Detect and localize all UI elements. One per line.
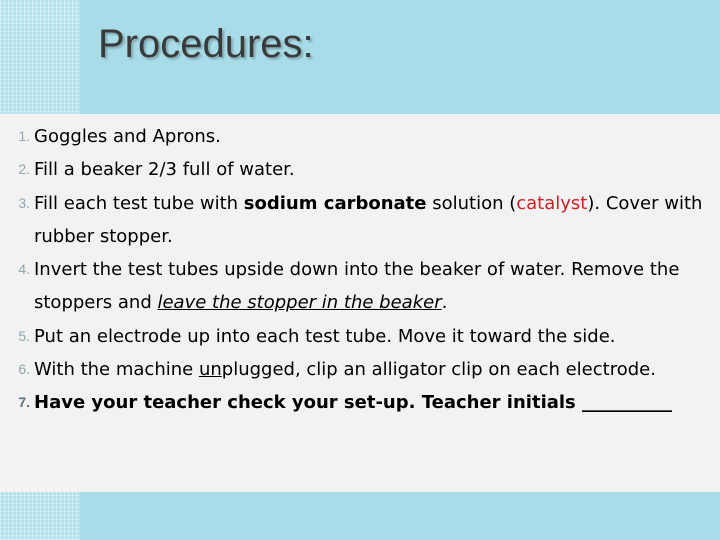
procedure-list — [0, 120, 715, 420]
list-item — [0, 253, 715, 320]
step-emphasis: leave the stopper in the beaker — [157, 292, 442, 314]
step-text-part: With the machine — [34, 359, 199, 381]
step-text-part: plugged, clip an alligator clip on each electrode. — [221, 359, 656, 381]
step-text: Put an electrode up into each test tube. Move it toward the side. — [34, 325, 616, 347]
step-number: 3. — [18, 194, 30, 211]
step-underline: un — [198, 359, 222, 381]
list-item — [0, 353, 715, 386]
step-text-part: solution ( — [426, 192, 517, 214]
list-item — [0, 187, 715, 254]
step-text: Fill a beaker 2/3 full of water. — [34, 159, 295, 181]
step-text — [34, 253, 715, 320]
step-text — [34, 187, 715, 254]
step-text-part: Invert the test tubes upside down into the beaker of water. Remove the stoppers and — [34, 259, 680, 314]
step-text: Have your teacher check your set-up. Teacher initials __________ — [34, 392, 673, 414]
step-text: Goggles and Aprons. — [34, 126, 221, 147]
list-item — [0, 120, 715, 153]
step-number: 7. — [18, 394, 30, 411]
step-text-part: . — [441, 292, 448, 314]
step-number: 5. — [18, 327, 30, 344]
step-text — [34, 353, 715, 386]
step-text-part: Fill each test tube with — [34, 192, 244, 214]
step-number: 2. — [18, 161, 30, 178]
list-item — [0, 153, 715, 186]
slide-title: Procedures: — [98, 22, 314, 66]
list-item — [0, 386, 715, 419]
footer-band — [80, 494, 720, 540]
step-highlight-term: catalyst — [516, 192, 588, 214]
step-number: 6. — [18, 361, 30, 378]
step-text-part: ). Cover with rubber stopper. — [34, 192, 703, 247]
list-item — [0, 320, 715, 353]
step-number: 1. — [18, 128, 30, 144]
step-bold-term: sodium carbonate — [243, 192, 427, 214]
step-number: 4. — [18, 261, 30, 278]
